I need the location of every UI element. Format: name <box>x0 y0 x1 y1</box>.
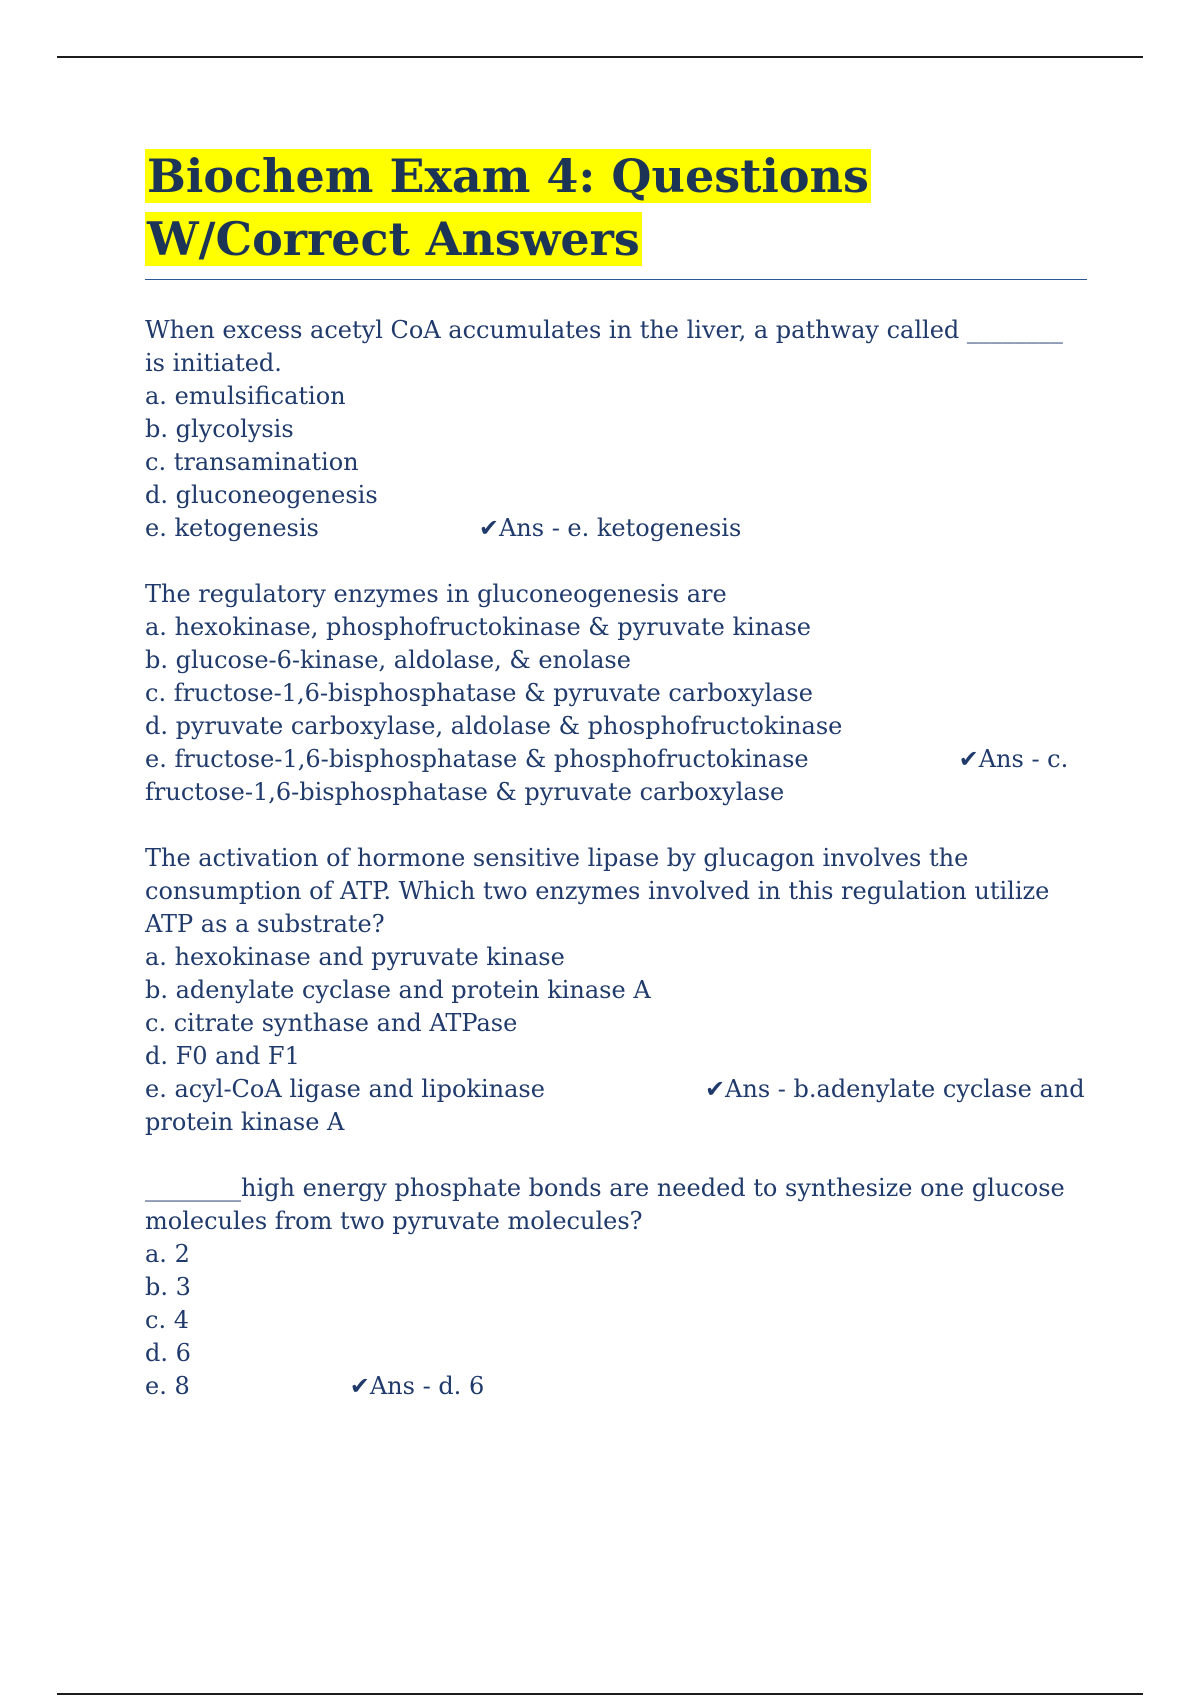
option-c: c. transamination <box>145 448 359 476</box>
answer-text: ✔Ans - c. fructose-1,6-bisphosphatase & pyruvate carboxylase <box>145 745 1069 806</box>
option-b: b. adenylate cyclase and protein kinase A <box>145 976 651 1004</box>
option-a: a. emulsification <box>145 382 346 410</box>
question-3 <box>145 842 1090 1139</box>
option-d: d. F0 and F1 <box>145 1042 300 1070</box>
option-d: d. pyruvate carboxylase, aldolase & phosphofructokinase <box>145 712 843 740</box>
title-line-1: Biochem Exam 4: Questions <box>147 149 869 203</box>
document-body <box>145 145 1090 1436</box>
option-e: e. ketogenesis <box>145 514 319 542</box>
option-e-line <box>145 1370 1090 1403</box>
document-title <box>145 145 945 271</box>
question-stem: The regulatory enzymes in gluconeogenesis are <box>145 580 727 608</box>
option-a: a. hexokinase and pyruvate kinase <box>145 943 565 971</box>
answer-text: ✔Ans - e. ketogenesis <box>478 514 742 542</box>
title-underline <box>145 279 1087 280</box>
option-b: b. glycolysis <box>145 415 294 443</box>
option-c: c. fructose-1,6-bisphosphatase & pyruvate carboxylase <box>145 679 813 707</box>
option-e-line <box>145 743 1090 809</box>
question-stem: ________high energy phosphate bonds are needed to synthesize one glucose molecules from two pyruvate molecules? <box>145 1174 1073 1235</box>
option-d: d. 6 <box>145 1339 191 1367</box>
header-rule <box>57 56 1143 58</box>
option-e: e. 8 <box>145 1372 190 1400</box>
option-e: e. acyl-CoA ligase and lipokinase <box>145 1075 545 1103</box>
question-list <box>145 314 1090 1403</box>
question-2 <box>145 578 1090 809</box>
question-4 <box>145 1172 1090 1403</box>
answer-text: ✔Ans - d. 6 <box>349 1372 485 1400</box>
question-stem: The activation of hormone sensitive lipase by glucagon involves the consumption of ATP. Which two enzymes involved in this regulation utilize ATP as a substrate? <box>145 844 1057 938</box>
title-line-2: W/Correct Answers <box>147 212 640 266</box>
question-stem: When excess acetyl CoA accumulates in the liver, a pathway called ________ is initiated. <box>145 316 1071 377</box>
option-e-line <box>145 512 1090 545</box>
option-a: a. hexokinase, phosphofructokinase & pyruvate kinase <box>145 613 811 641</box>
option-b: b. glucose-6-kinase, aldolase, & enolase <box>145 646 631 674</box>
option-b: b. 3 <box>145 1273 191 1301</box>
option-c: c. 4 <box>145 1306 189 1334</box>
option-a: a. 2 <box>145 1240 190 1268</box>
option-e-line <box>145 1073 1090 1139</box>
option-d: d. gluconeogenesis <box>145 481 378 509</box>
question-1 <box>145 314 1090 545</box>
option-e: e. fructose-1,6-bisphosphatase & phosphofructokinase <box>145 745 809 773</box>
option-c: c. citrate synthase and ATPase <box>145 1009 518 1037</box>
footer-rule <box>57 1693 1143 1695</box>
answer-text: ✔Ans - b.adenylate cyclase and protein kinase A <box>145 1075 1085 1136</box>
